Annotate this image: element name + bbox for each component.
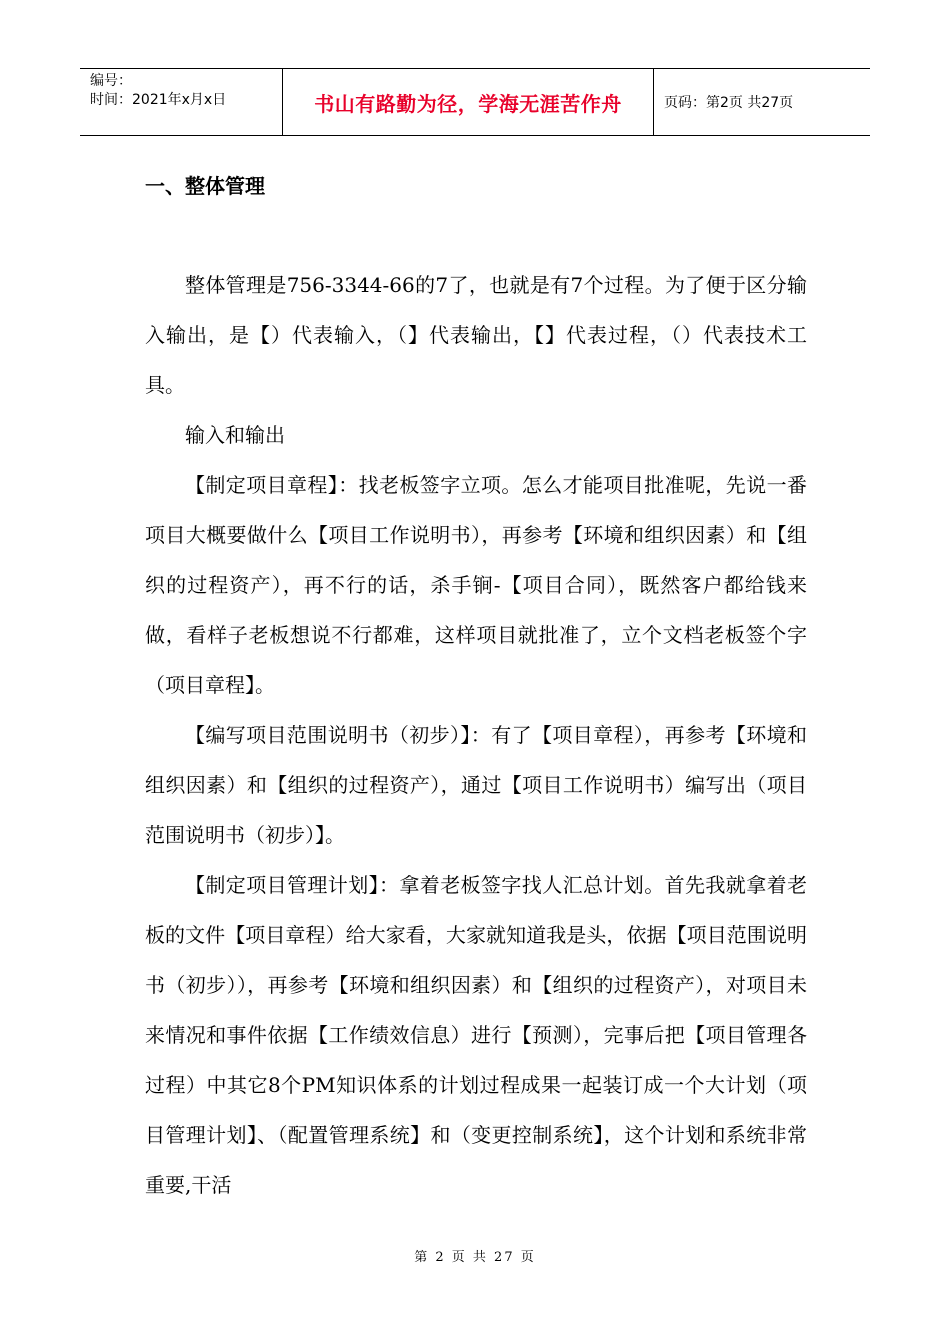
page-footer: 第 2 页 共 27 页 <box>414 1250 536 1265</box>
paragraph: 【制定项目管理计划】：拿着老板签字找人汇总计划。首先我就拿着老板的文件【项目章程）给大家看，大家就知道我是头，依据【项目范围说明书（初步）），再参考【环境和组织因素）和【组织的过程资产），对项目未来情况和事件依据【工作绩效信息）进行【预测），完事后把【项目管理各过程）中其它8个PM知识体系的计划过程成果一起装订成一个大计划（项目管理计划】、（配置管理系统】和（变更控制系统】，这个计划和系统非常重要,干活 <box>145 873 807 1197</box>
paragraph: 输入和输出 <box>185 423 285 447</box>
paragraph: 【制定项目章程】：找老板签字立项。怎么才能项目批准呢，先说一番项目大概要做什么【项目工作说明书），再参考【环境和组织因素）和【组织的过程资产），再不行的话，杀手锏-【项目合同），既然客户都给钱来做，看样子老板想说不行都难，这样项目就批准了，立个文档老板签个字（项目章程】。 <box>145 473 807 697</box>
paragraph: 整体管理是756-3344-66的7了，也就是有7个过程。为了便于区分输入输出，是【）代表输入，（】代表输出，【】代表过程，（）代表技术工具。 <box>145 273 807 397</box>
body-text <box>145 260 807 1210</box>
document-date: 时间：2021年x月x日 <box>90 92 227 108</box>
header-motto: 书山有路勤为径，学海无涯苦作舟 <box>282 69 654 135</box>
document-number-label: 编号： <box>90 73 132 89</box>
header-page-info: 页码：第2页 共27页 <box>664 95 794 111</box>
header-meta <box>80 69 282 135</box>
paragraph: 【编写项目范围说明书（初步）】：有了【项目章程），再参考【环境和组织因素）和【组织的过程资产），通过【项目工作说明书）编写出（项目范围说明书（初步）】。 <box>145 723 807 847</box>
page-header <box>80 68 870 136</box>
section-title: 一、整体管理 <box>145 174 265 198</box>
